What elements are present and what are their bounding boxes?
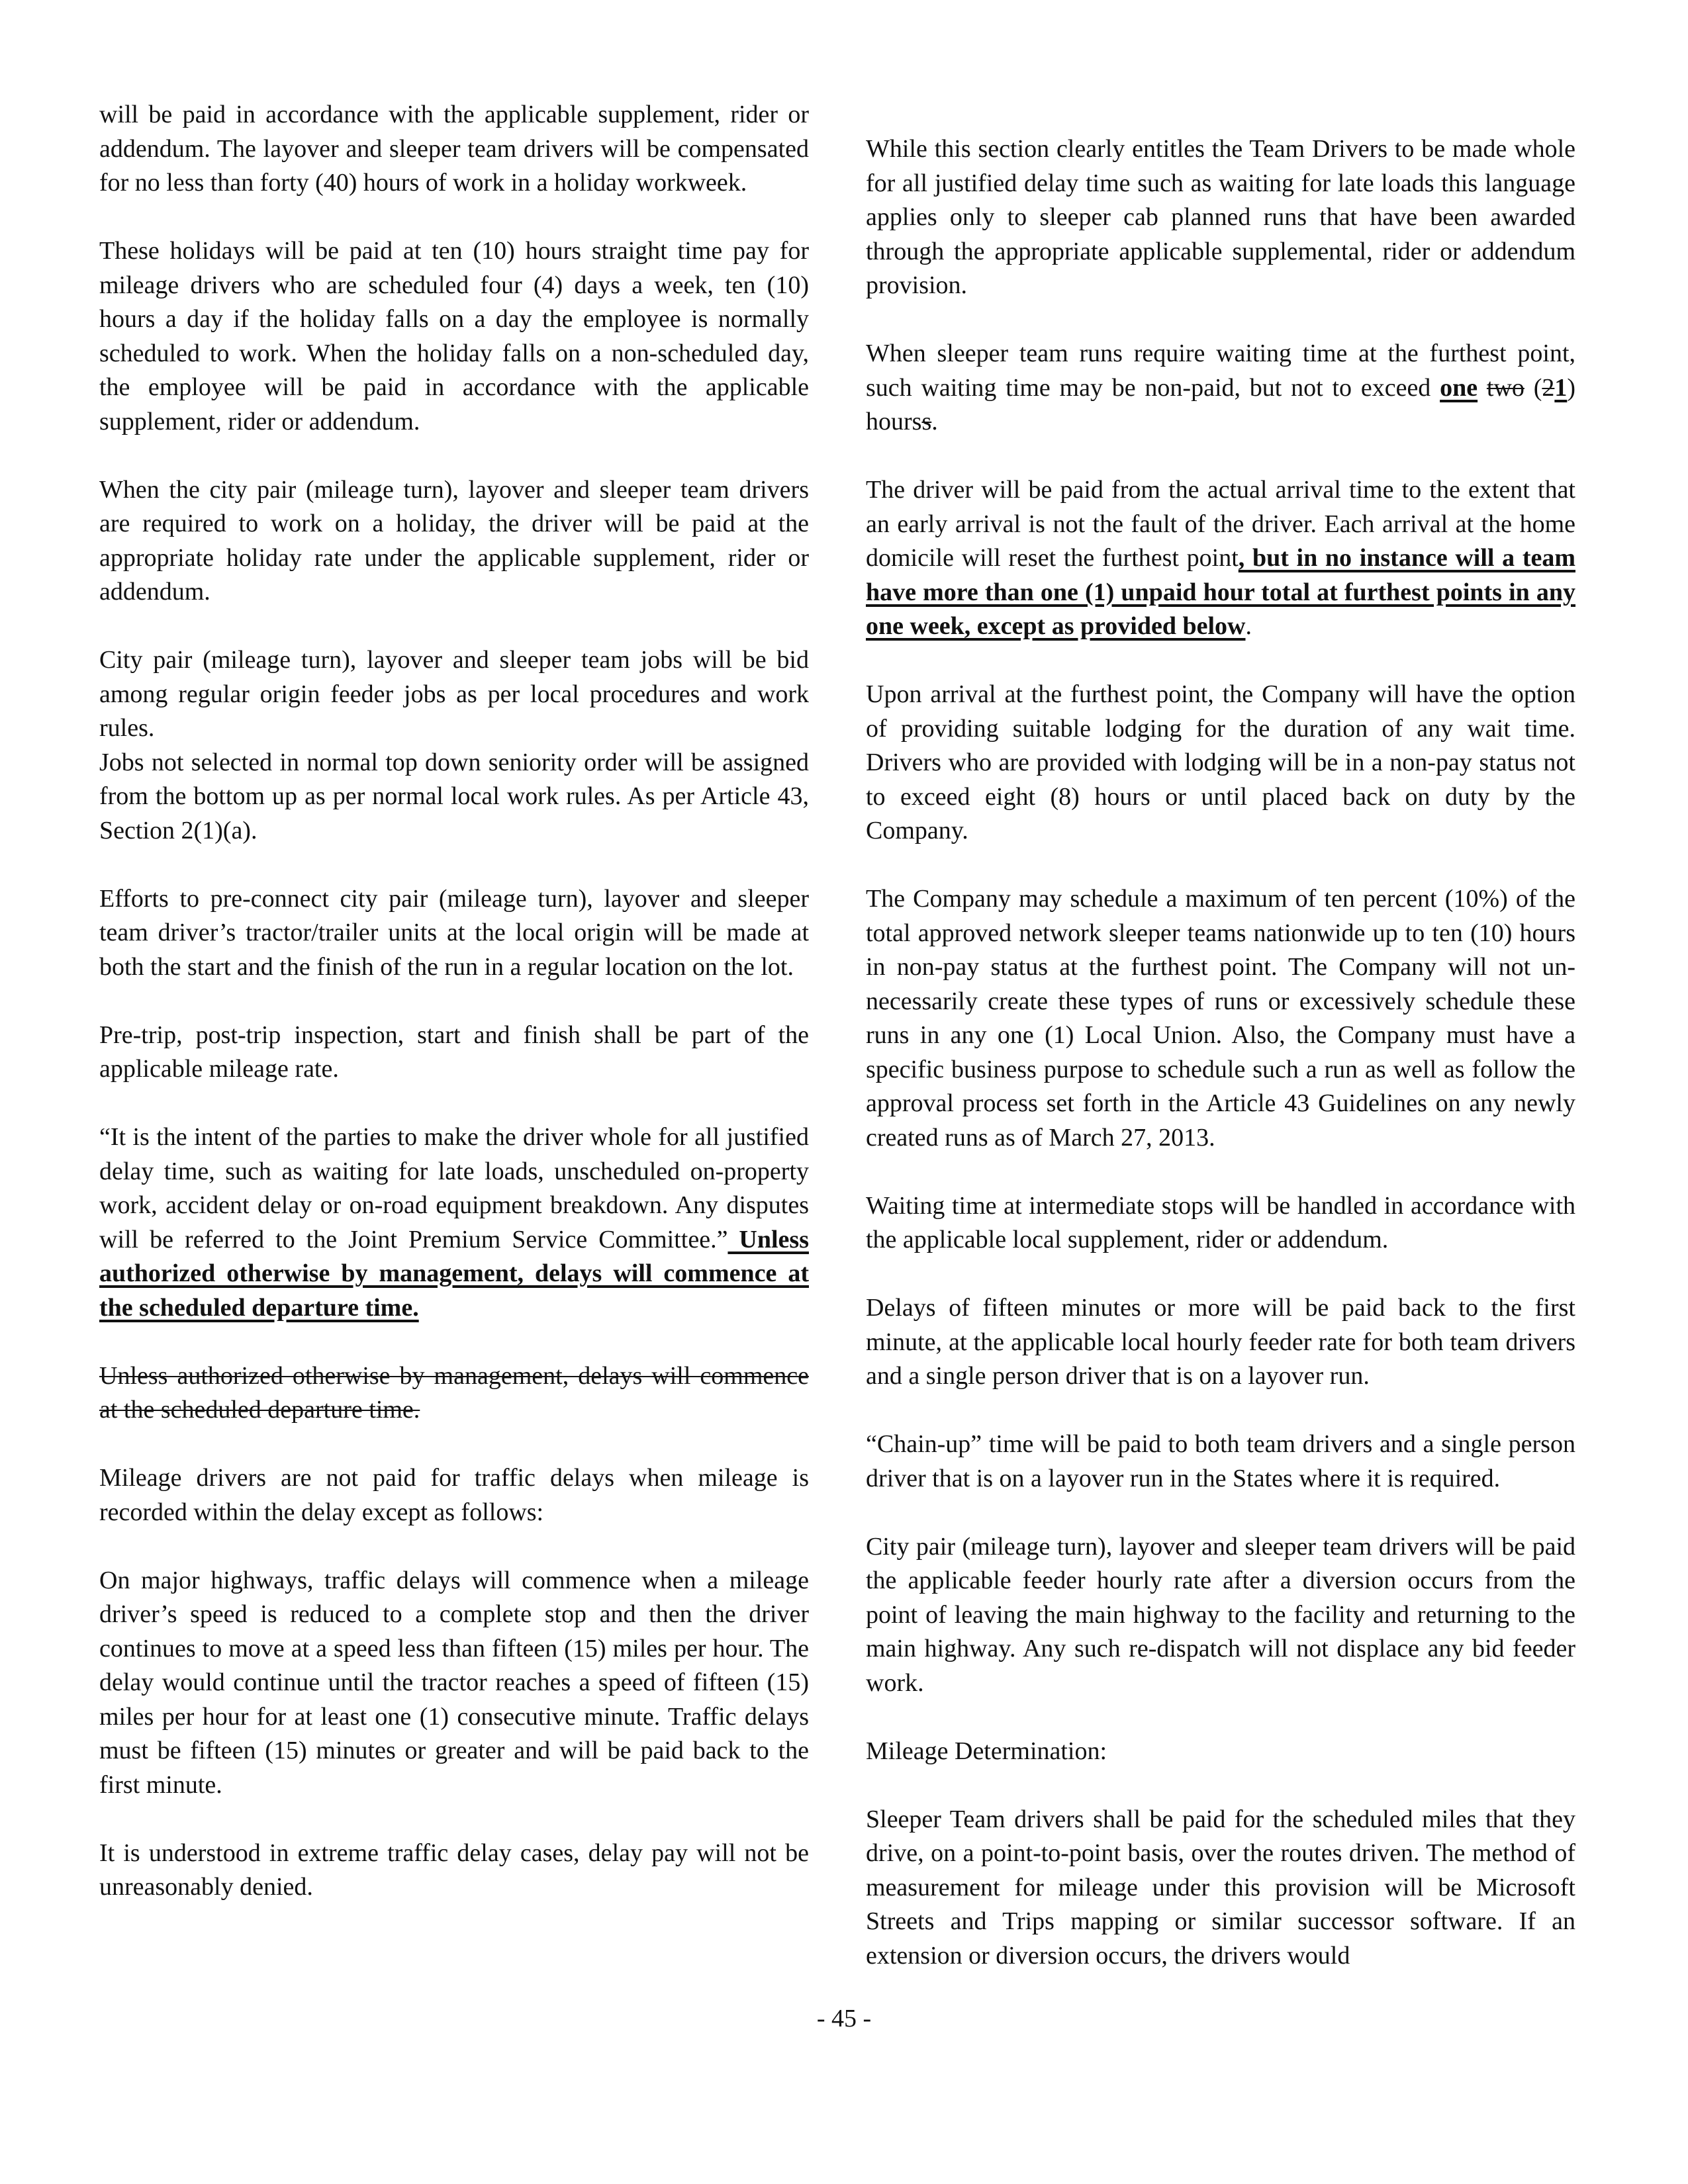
period: . [1245,612,1252,640]
paragraph-traffic-delays: Mileage drivers are not paid for traffic delays when mileage is recorded within the delay except as follows: [99,1464,809,1526]
page-number: - 45 - [816,2005,872,2032]
heading-mileage-determination: Mileage Determination: [866,1737,1107,1765]
paragraph-non-pay-status: The Company may schedule a maximum of ten percent (10%) of the total approved network sleeper teams nationwide up to ten (10) hours in non-pay status at the furthest point. The Company will not un-necessarily create these types of runs or excessively schedule these runs in any one (1) Local Union. Also, the Company must have a specific business purpose to schedule such a run as well as follow the approval process set forth in the Article 43 Guidelines on any newly created runs as of March 27, 2013. [866,885,1575,1152]
deleted-two: two [1486,373,1524,402]
paren-close: ) [1567,373,1576,402]
deleted-delay-commence-paragraph: Unless authorized otherwise by management, delays will commence at the scheduled departure time. [99,1361,809,1424]
period: . [931,408,938,435]
right-column [866,132,1575,2007]
paragraph-lodging: Upon arrival at the furthest point, the Company will have the option of providing suitable lodging for the duration of any wait time. Drivers who are provided with lodging will be in a non-pay status not to exceed eight (8) hours or until placed back on duty by the Company. [866,680,1575,844]
left-column [99,98,809,1938]
arrival-time-text: The driver will be paid from the actual arrival time to the extent that an early arrival is not the fault of the driver. Each arrival at the home domicile will reset the furthest point [866,476,1575,572]
inserted-unpaid-hour-text: , but in no instance will a team have more than one (1) unpaid hour total at furthest points in any one week, except as provided below [866,544,1575,640]
inserted-1: 1 [1554,373,1568,402]
paragraph-major-highways: On major highways, traffic delays will commence when a mileage driver’s speed is reduced to a complete stop and then the driver continues to move at a speed less than fifteen (15) miles per hour. The delay would continue until the tractor reaches a speed of fifteen (15) miles per hour for at least one (1) consecutive minute. Traffic delays must be fifteen (15) minutes or greater and will be paid back to the first minute. [99,1566,809,1799]
hours-text: hours [866,408,922,435]
paren-open: ( [1533,373,1542,402]
delay-intent-text: “It is the intent of the parties to make the driver whole for all justified delay time, such as waiting for late loads, unscheduled on-property work, accident delay or on-road equipment breakdown. Any disputes will be referred to the Joint Premium Service Committee.” [99,1123,809,1253]
deleted-s: s [921,408,932,435]
paragraph-inspection: Pre-trip, post-trip inspection, start and finish shall be part of the applicable mileage rate. [99,1021,809,1083]
paragraph-diversion: City pair (mileage turn), layover and sleeper team drivers will be paid the applicable feeder hourly rate after a diversion occurs from the point of leaving the main highway to the facility and returning to the main highway. Any such re-dispatch will not displace any bid feeder work. [866,1532,1575,1697]
paragraph-pre-connect: Efforts to pre-connect city pair (mileage turn), layover and sleeper team driver’s tractor/trailer units at the local origin will be made at both the start and the finish of the run in a regular location on the lot. [99,884,809,981]
paragraph-waiting-time [866,337,1575,439]
paragraph-chain-up: “Chain-up” time will be paid to both team drivers and a single person driver that is on a layover run in the States where it is required. [866,1430,1575,1492]
paragraph-job-bidding: City pair (mileage turn), layover and sleeper team jobs will be bid among regular origin feeder jobs as per local procedures and work rules. [99,646,809,742]
paragraph-arrival-time [866,473,1575,644]
paragraph-team-drivers: While this section clearly entitles the Team Drivers to be made whole for all justified delay time such as waiting for late loads this language applies only to sleeper cab planned runs that have been awarded through the appropriate applicable supplemental, rider or addendum provision. [866,135,1575,299]
deleted-2: 2 [1542,373,1555,402]
paragraph-extreme-delay: It is understood in extreme traffic delay cases, delay pay will not be unreasonably denied. [99,1839,809,1901]
paragraph-job-assignment: Jobs not selected in normal top down seniority order will be assigned from the bottom up as per normal local work rules. As per Article 43, Section 2(1)(a). [99,748,809,844]
paragraph-mileage: Sleeper Team drivers shall be paid for the scheduled miles that they drive, on a point-to-point basis, over the routes driven. The method of measurement for mileage under this provision will be Microsoft Streets and Trips mapping or similar successor software. If an extension or diversion occurs, the drivers would [866,1805,1575,1970]
paragraph-delay-intent [99,1120,809,1325]
paragraph-delays-fifteen: Delays of fifteen minutes or more will be paid back to the first minute, at the applicable local hourly feeder rate for both team drivers and a single person driver that is on a layover run. [866,1294,1575,1390]
waiting-time-text: When sleeper team runs require waiting time at the furthest point, such waiting time may be non-paid, but not to exceed [866,340,1575,402]
paragraph-intermediate-stops: Waiting time at intermediate stops will be handled in accordance with the applicable local supplement, rider or addendum. [866,1191,1575,1253]
paragraph-holiday-work: When the city pair (mileage turn), layover and sleeper team drivers are required to work on a holiday, the driver will be paid at the appropriate holiday rate under the applicable supplement, rider or addendum. [99,475,809,606]
inserted-one: one [1440,373,1478,402]
inserted-delay-commence-text: Unless authorized otherwise by management, delays will commence at the scheduled departure time. [99,1225,809,1322]
paragraph-holiday-compensation: will be paid in accordance with the applicable supplement, rider or addendum. The layover and sleeper team drivers will be compensated for no less than forty (40) hours of work in a holiday workweek. [99,101,809,197]
paragraph-holiday-pay: These holidays will be paid at ten (10) hours straight time pay for mileage drivers who are scheduled four (4) days a week, ten (10) hours a day if the holiday falls on a day the employee is normally scheduled to work. When the holiday falls on a non-scheduled day, the employee will be paid in accordance with the applicable supplement, rider or addendum. [99,237,809,435]
